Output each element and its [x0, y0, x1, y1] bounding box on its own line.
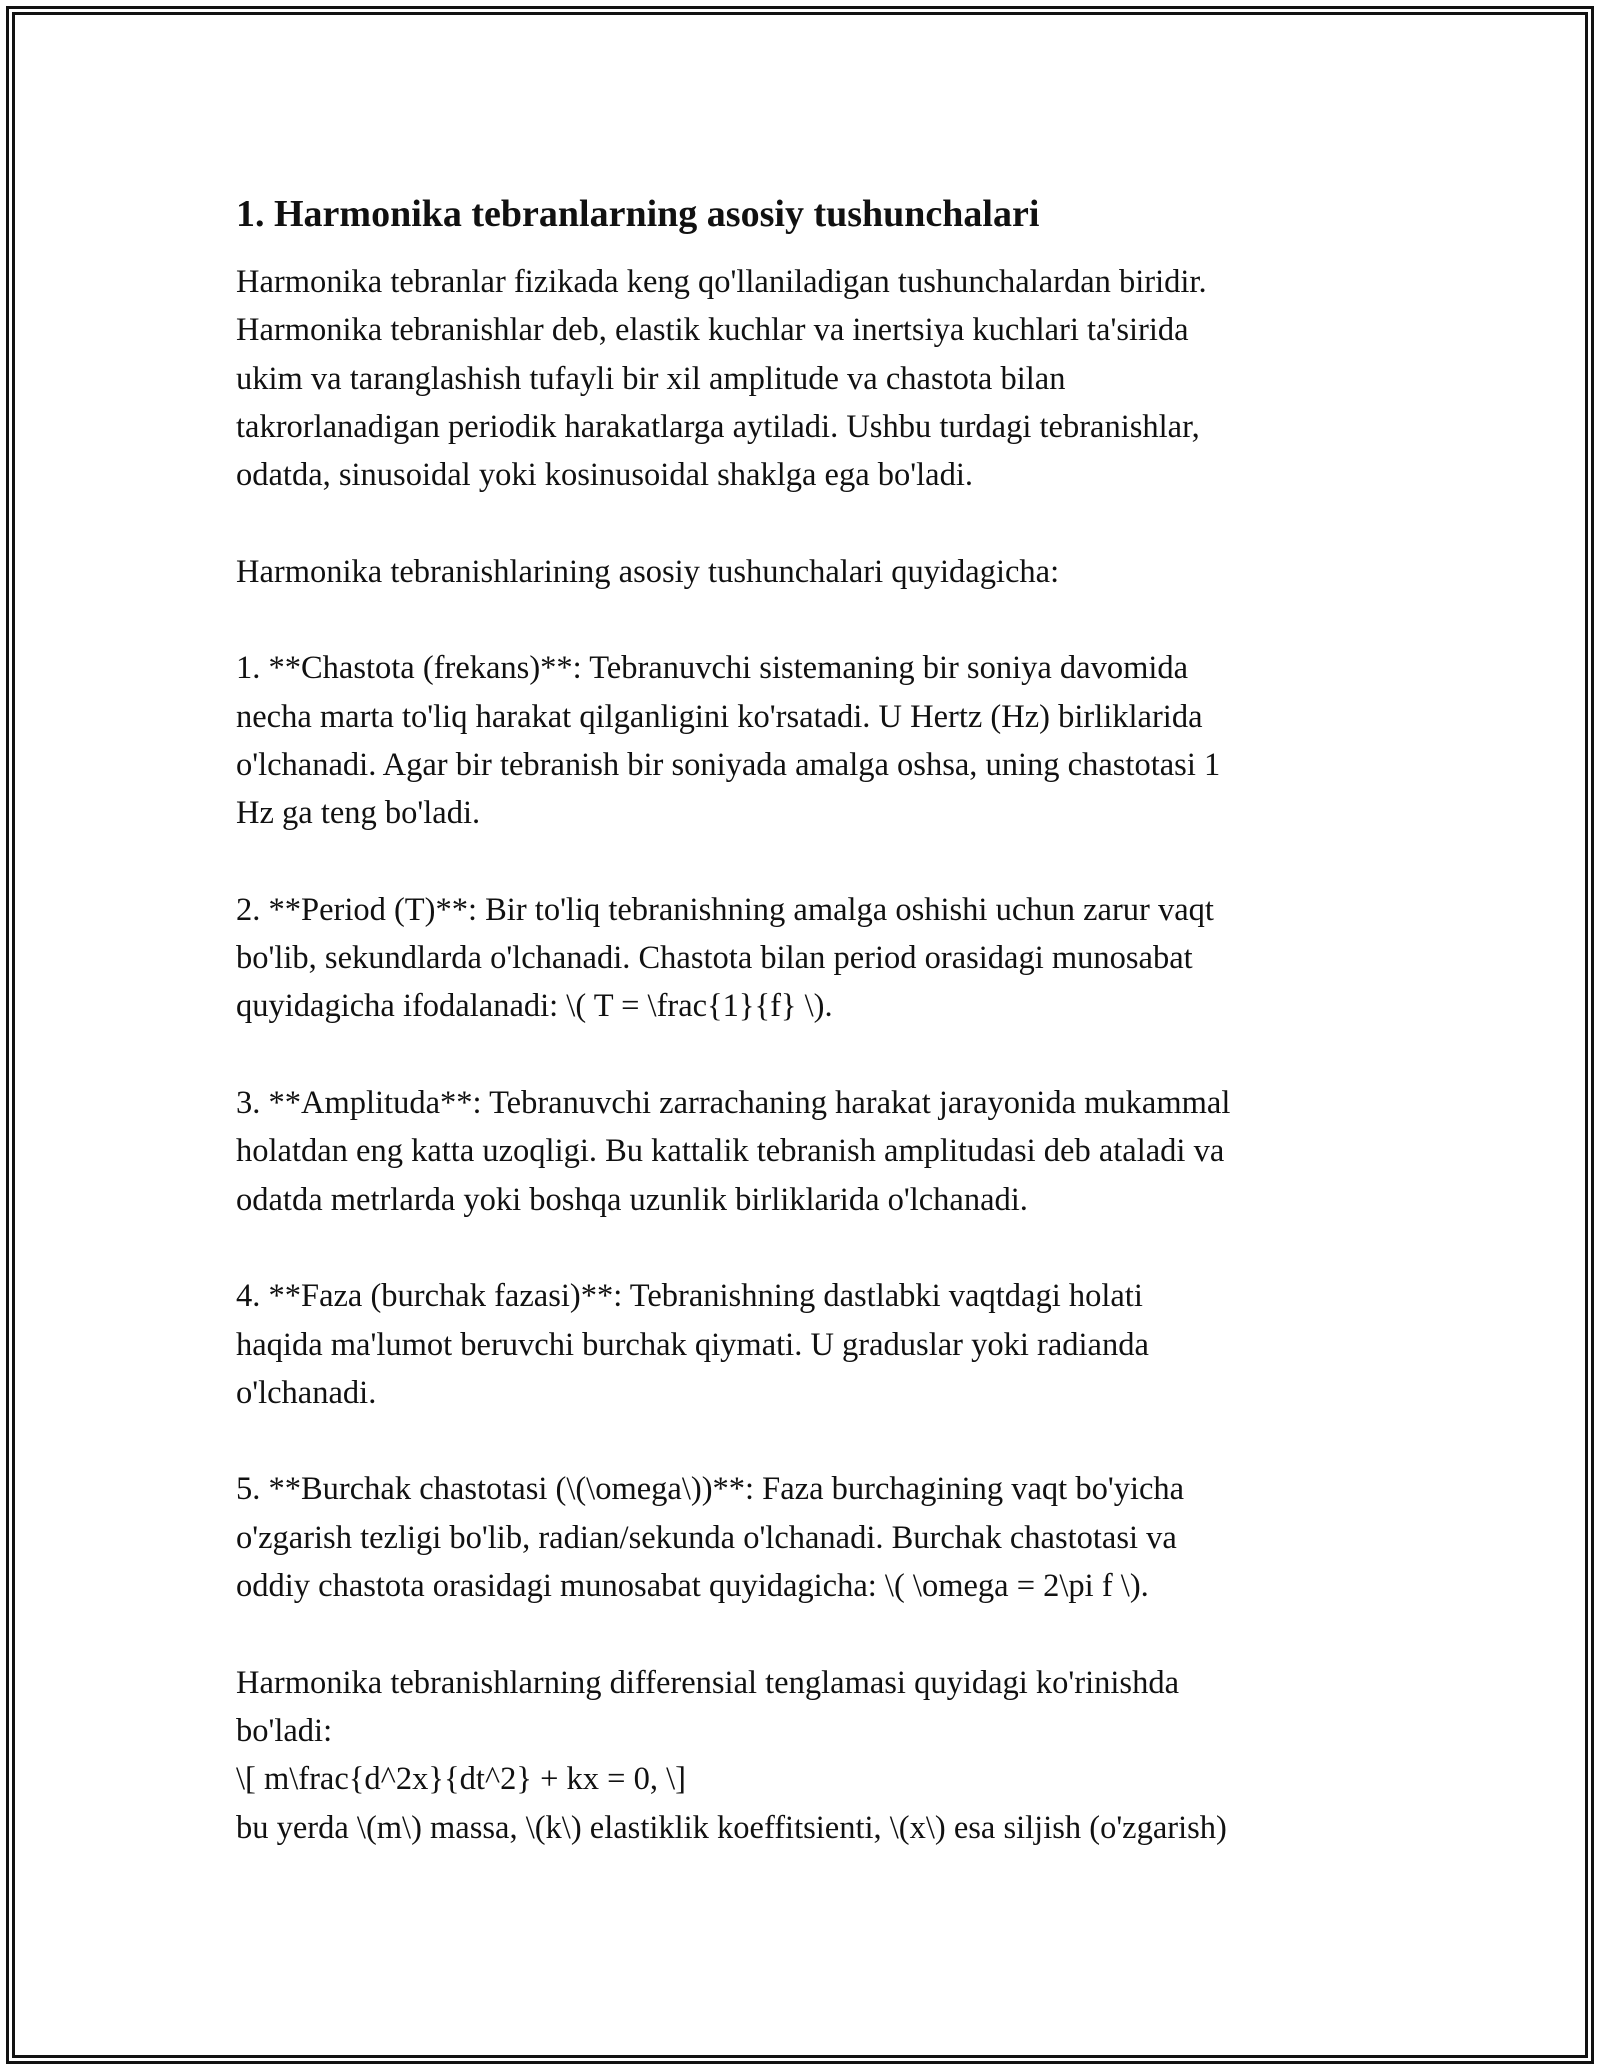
text-line: takrorlanadigan periodik harakatlarga aytiladi. Ushbu turdagi tebranishlar,: [236, 408, 1200, 445]
text-line: \[ m\frac{d^2x}{dt^2} + kx = 0, \]: [236, 1761, 686, 1798]
text-line: holatdan eng katta uzoqligi. Bu kattalik tebranish amplitudasi deb ataladi va: [236, 1133, 1225, 1170]
text-line: 5. **Burchak chastotasi (\(\omega\))**: Faza burchagining vaqt bo'yicha: [236, 1471, 1185, 1508]
text-line: odatda metrlarda yoki boshqa uzunlik birliklarida o'lchanadi.: [236, 1181, 1028, 1218]
text-line: bo'lib, sekundlarda o'lchanadi. Chastota bilan period orasidagi munosabat: [236, 940, 1193, 977]
text-line: 3. **Amplituda**: Tebranuvchi zarrachaning harakat jarayonida mukammal: [236, 1085, 1231, 1122]
text-line: o'zgarish tezligi bo'lib, radian/sekunda o'lchanadi. Burchak chastotasi va: [236, 1519, 1177, 1556]
paragraph: [236, 548, 1386, 596]
text-line: bu yerda \(m\) massa, \(k\) elastiklik koeffitsienti, \(x\) esa siljish (o'zgarish): [236, 1809, 1227, 1846]
text-line: 1. **Chastota (frekans)**: Tebranuvchi sistemaning bir soniya davomida: [236, 650, 1189, 687]
text-line: Hz ga teng bo'ladi.: [236, 795, 481, 832]
paragraph-spacer: [236, 596, 1386, 644]
paragraph-spacer: [236, 499, 1386, 547]
text-line: odatda, sinusoidal yoki kosinusoidal shaklga ega bo'ladi.: [236, 457, 973, 494]
paragraph: [236, 258, 1386, 499]
paragraph: [236, 1659, 1386, 1852]
text-line: Harmonika tebranlar fizikada keng qo'llaniladigan tushunchalardan biridir.: [236, 264, 1207, 300]
paragraph: [236, 1465, 1386, 1610]
document-paragraphs: [236, 258, 1386, 1852]
text-line: oddiy chastota orasidagi munosabat quyidagicha: \( \omega = 2\pi f \).: [236, 1568, 1149, 1605]
text-line: quyidagicha ifodalanadi: \( T = \frac{1}{f} \).: [236, 988, 833, 1025]
paragraph-spacer: [236, 1224, 1386, 1272]
text-line: o'lchanadi.: [236, 1374, 377, 1411]
text-line: bo'ladi:: [236, 1712, 333, 1749]
paragraph: [236, 1272, 1386, 1417]
paragraph-spacer: [236, 838, 1386, 886]
paragraph: [236, 1079, 1386, 1224]
document-body: [236, 188, 1386, 1852]
text-line: haqida ma'lumot beruvchi burchak qiymati. U graduslar yoki radianda: [236, 1326, 1149, 1363]
text-line: 4. **Faza (burchak fazasi)**: Tebranishning dastlabki vaqtdagi holati: [236, 1278, 1143, 1315]
paragraph: [236, 644, 1386, 837]
paragraph: [236, 886, 1386, 1031]
paragraph-spacer: [236, 1031, 1386, 1079]
text-line: Harmonika tebranishlar deb, elastik kuchlar va inertsiya kuchlari ta'sirida: [236, 312, 1189, 349]
document-title: 1. Harmonika tebranlarning asosiy tushunchalari: [236, 193, 1040, 235]
text-line: Harmonika tebranishlarning differensial tenglamasi quyidagi ko'rinishda: [236, 1664, 1179, 1701]
text-line: o'lchanadi. Agar bir tebranish bir soniyada amalga oshsa, uning chastotasi 1: [236, 746, 1221, 783]
paragraph-spacer: [236, 1417, 1386, 1465]
text-line: ukim va taranglashish tufayli bir xil amplitude va chastota bilan: [236, 360, 1066, 397]
text-line: 2. **Period (T)**: Bir to'liq tebranishning amalga oshishi uchun zarur vaqt: [236, 891, 1214, 928]
paragraph-spacer: [236, 1610, 1386, 1658]
text-line: necha marta to'liq harakat qilganligini ko'rsatadi. U Hertz (Hz) birliklarida: [236, 698, 1203, 735]
text-line: Harmonika tebranishlarining asosiy tushunchalari quyidagicha:: [236, 553, 1060, 590]
